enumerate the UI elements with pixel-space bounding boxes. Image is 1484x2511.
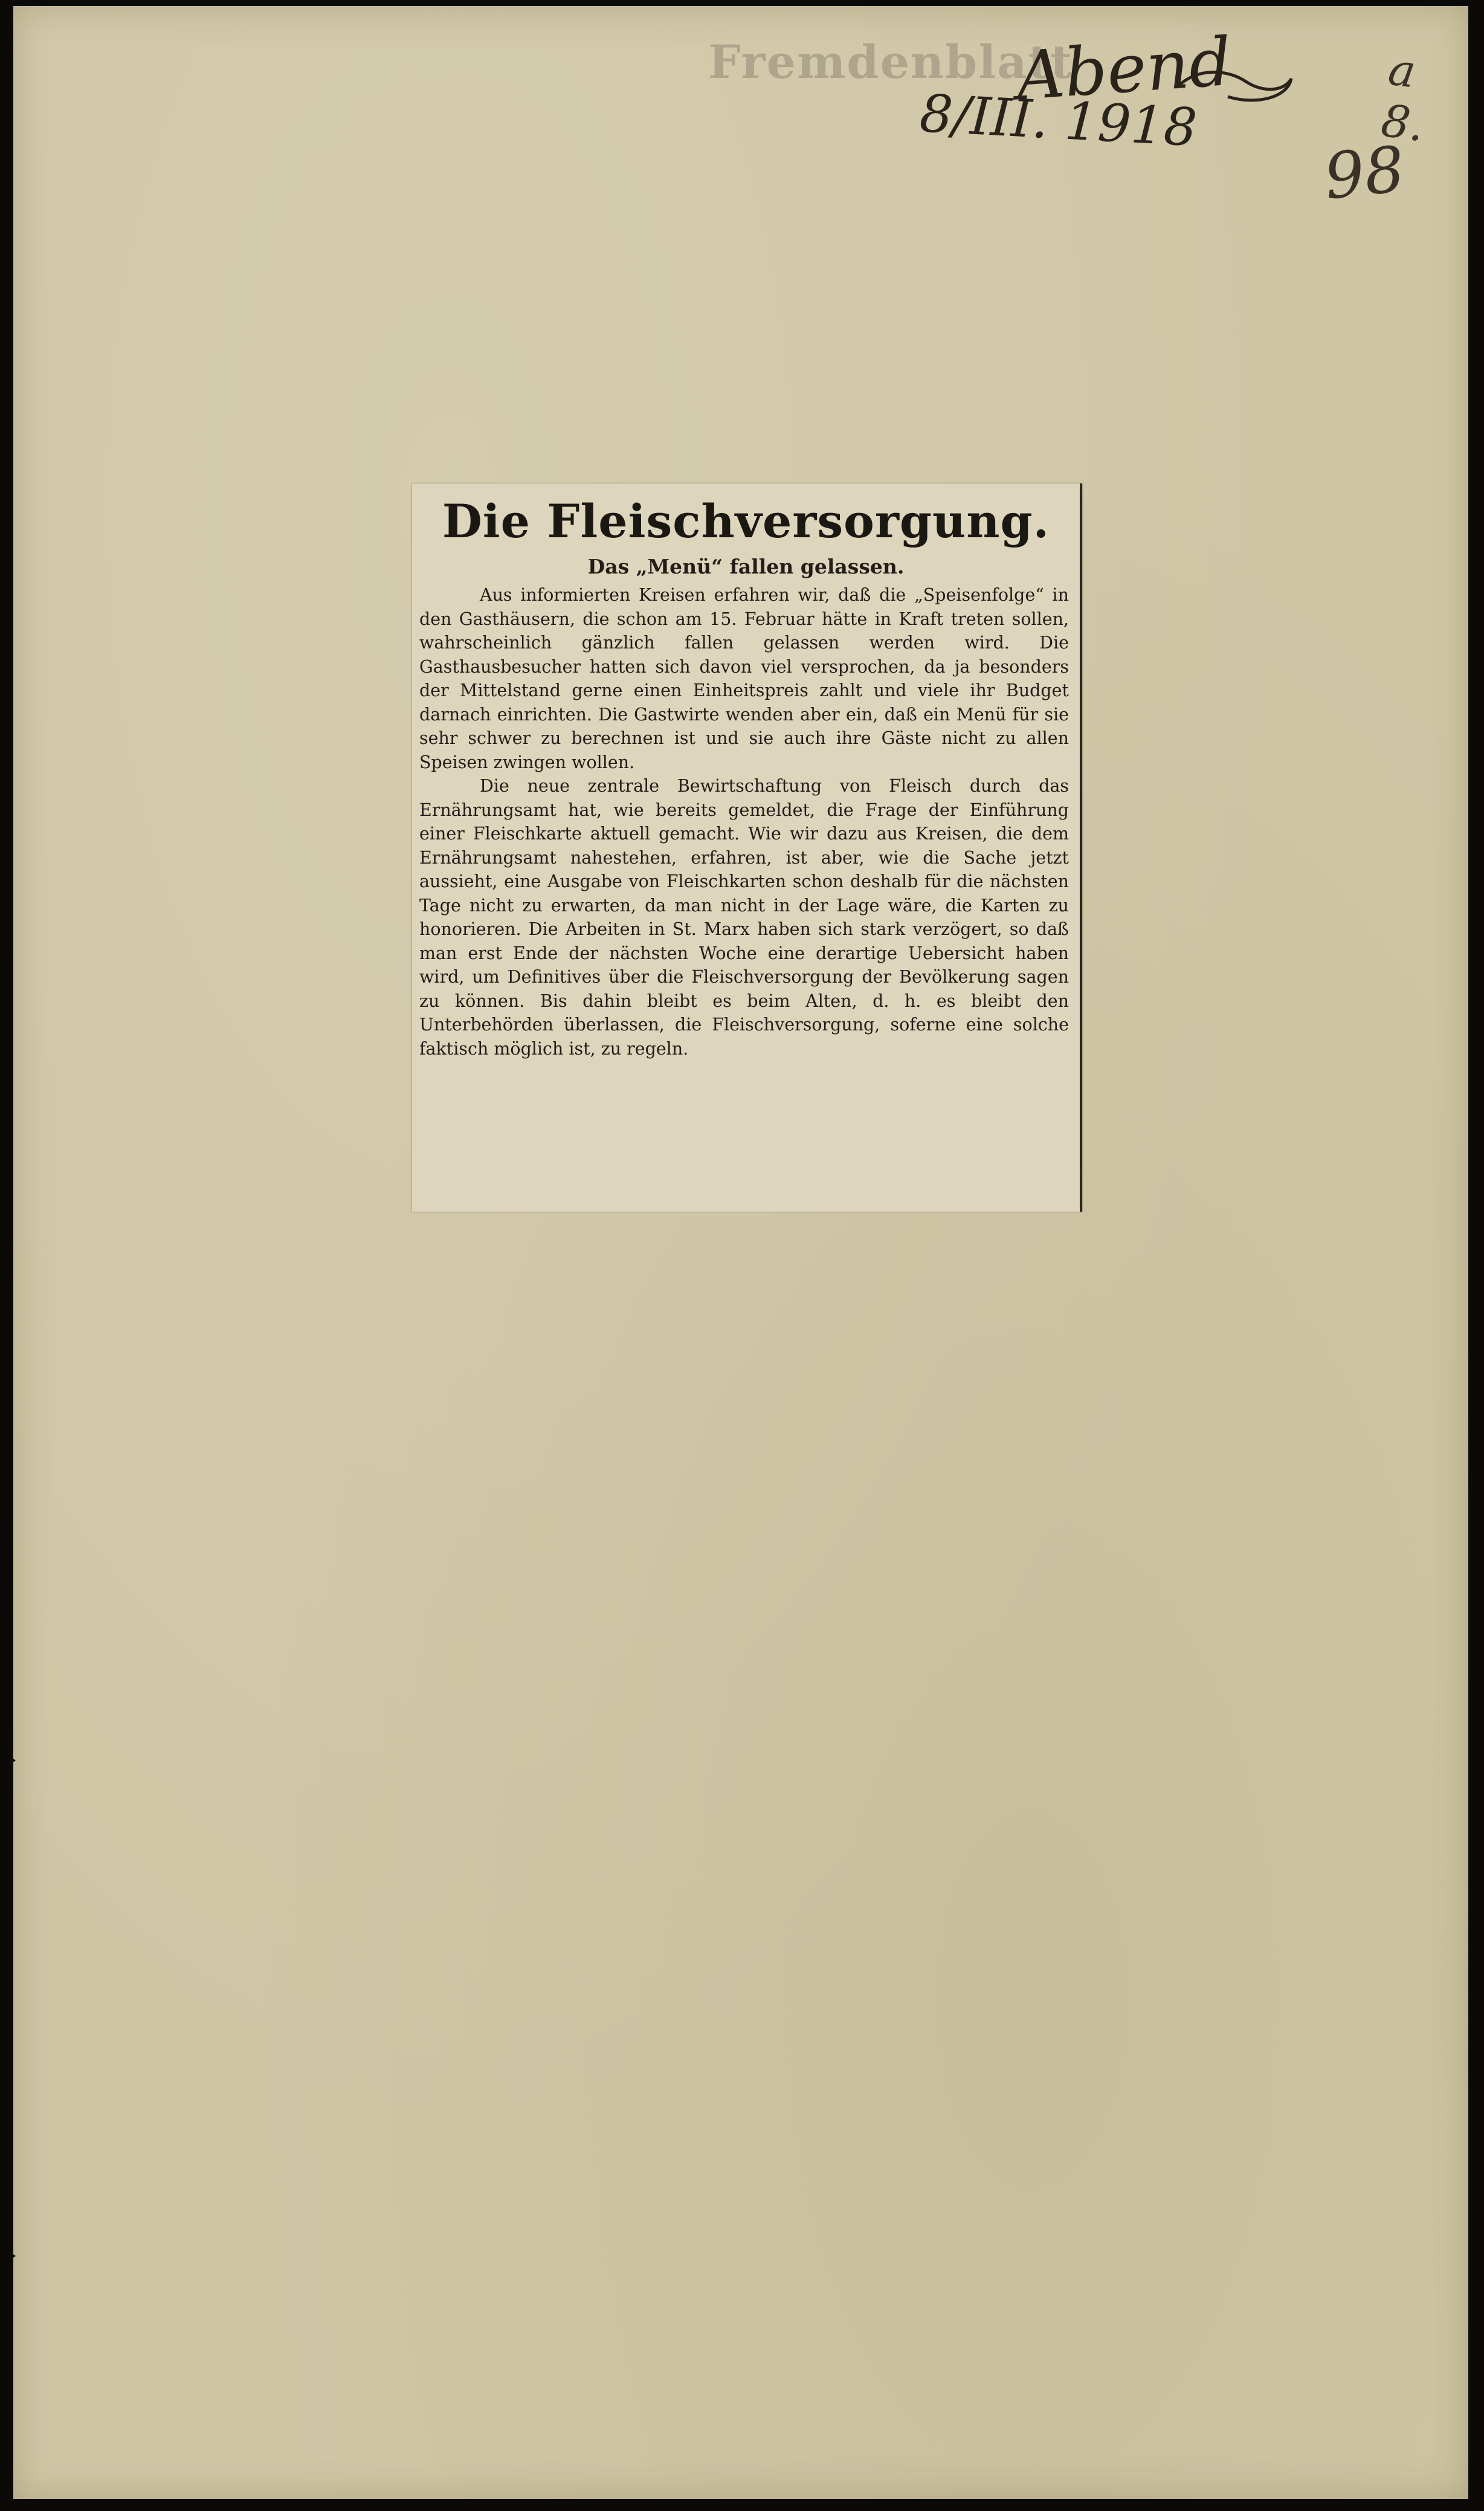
newspaper-clipping	[412, 483, 1082, 1212]
handwritten-reference: a 8.	[1378, 43, 1428, 152]
handwritten-date: 8/III. 1918	[918, 83, 1199, 158]
article-paragraph: Die neue zentrale Bewirtschaftung von Fleisch durch das Ernährungsamt hat, wie bereits gemeldet, die Frage der Einführung einer Fleischkarte aktuell gemacht. Wie wir dazu aus Kreisen, die dem Ernährungsamt nahestehen, erfahren, ist aber, wie die Sache jetzt aussieht, eine Ausgabe von Fleischkarten schon deshalb für die nächsten Tage nicht zu erwarten, da man nicht in der Lage wäre, die Karten zu honorieren. Die Arbeiten in St. Marx haben sich stark verzögert, so daß man erst Ende der nächsten Woche eine derartige Uebersicht haben wird, um Definitives über die Fleischversorgung der Bevölkerung sagen zu können. Bis dahin bleibt es beim Alten, d. h. es bleibt den Unterbehörden überlassen, die Fleischversorgung, soferne eine solche faktisch möglich ist, zu regeln.	[419, 776, 1069, 1059]
article-title: Die Fleischversorgung.	[442, 494, 1050, 548]
newspaper-stamp: Fremdenblatt	[708, 35, 1073, 89]
article-subtitle: Das „Menü“ fallen gelassen.	[587, 555, 905, 578]
binding-notch-upper	[0, 1750, 16, 1771]
article-body	[419, 583, 1069, 1061]
archive-sheet	[13, 6, 1468, 2499]
binding-notch-lower	[0, 2245, 16, 2267]
article-paragraph: Aus informierten Kreisen erfahren wir, daß die „Speisenfolge“ in den Gasthäusern, die schon am 15. Februar hätte in Kraft treten sollen, wahrscheinlich gänzlich fallen gelassen werden wird. Die Gasthausbesucher hatten sich davon viel versprochen, da ja besonders der Mittelstand gerne einen Einheitspreis zahlt und viele ihr Budget darnach einrichten. Die Gastwirte wenden aber ein, daß ein Menü für sie sehr schwer zu berechnen ist und sie auch ihre Gäste nicht zu allen Speisen zwingen wollen.	[419, 585, 1069, 772]
handwritten-number: 98	[1320, 132, 1408, 214]
handwritten-edition: Abend	[1013, 22, 1234, 115]
